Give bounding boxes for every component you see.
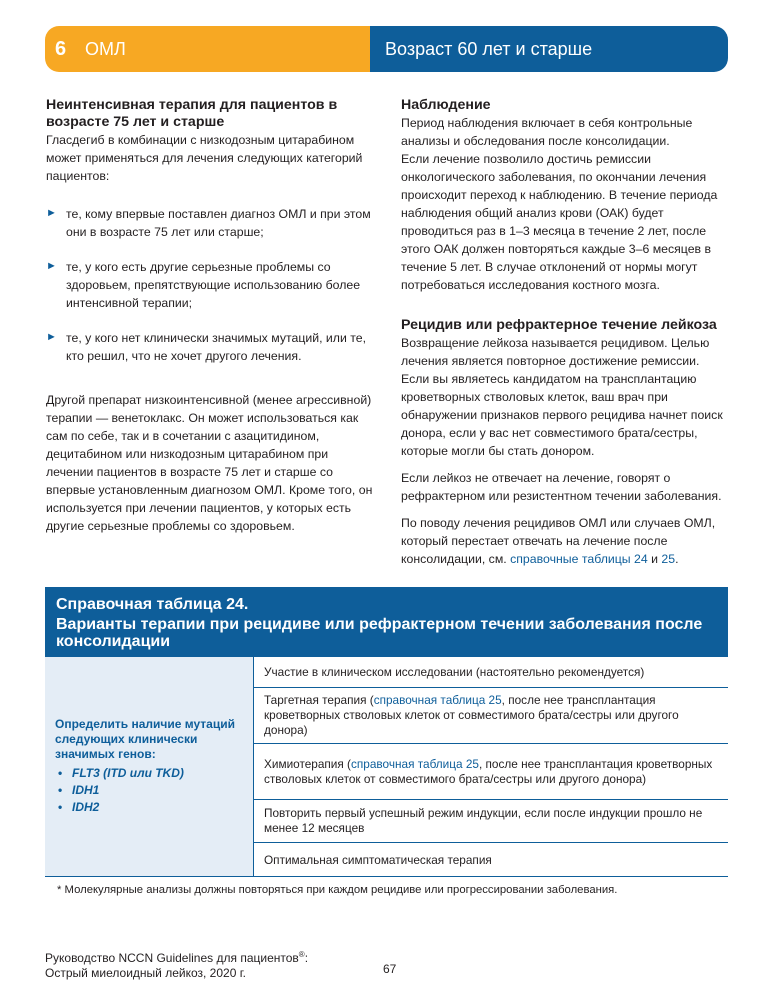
right-column xyxy=(401,97,728,568)
page-footer: Руководство NCCN Guidelines для пациентов®: Острый миелоидный лейкоз, 2020 г. xyxy=(45,950,309,980)
left-intro: Гласдегиб в комбинации с низкодозным цитарабином может применяться для лечения следующих категорий пациентов: xyxy=(46,133,363,183)
table-left-cell xyxy=(45,657,253,877)
observation-p2: Если лечение позволило достичь ремиссии онкологического заболевания, по окончании лечения происходит переход к наблюдению. В течение периода наблюдения общий анализ крови (ОАК) будет проводиться раз в 1–3 месяца в течение 2 лет, после этого ОАК должен повторяться каждые 3–6 месяцев в течение 5 лет. В случае отклонений от нормы могут потребоваться исследования костного мозга. xyxy=(401,152,718,292)
gene-item: • IDH1 xyxy=(58,783,100,797)
table-25-link[interactable]: 25 xyxy=(661,552,676,566)
table-25-link[interactable]: справочная таблица 25 xyxy=(373,693,502,707)
table-row: Повторить первый успешный режим индукции, если после индукции прошло не менее 12 месяцев xyxy=(264,806,703,835)
footer-title: Руководство NCCN Guidelines для пациентов xyxy=(45,951,299,965)
arrow-bullet-icon: ► xyxy=(46,260,57,272)
registered-mark: ® xyxy=(298,950,305,959)
relapse-p1: Возвращение лейкоза называется рецидивом. Целью лечения является повторное достижение ремиссии. Если вы являетесь кандидатом на трансплантацию кроветворных стволовых клеток, ваш врач при обнаружении признаков первого рецидива начнет поиск донора, если у вас нет совместимого брата/сестры, которые могли бы стать донором. xyxy=(401,336,723,458)
gene-list xyxy=(58,765,184,816)
arrow-bullet-icon: ► xyxy=(46,207,57,219)
left-paragraph: Другой препарат низкоинтенсивной (менее агрессивной) терапии — венетоклакс. Он может использоваться как сам по себе, так и в сочетании с азацитидином, децитабином или низкодозным цитарабином при лечении пациентов в возрасте 75 лет и старше со впервые установленным диагнозом ОМЛ. Кроме того, он используется при лечении пациентов, у которых есть другие серьезные проблемы со здоровьем. xyxy=(46,393,373,533)
chapter-number: 6 xyxy=(55,37,67,60)
table-row: Химиотерапия (справочная таблица 25, после нее трансплантация кроветворных стволовых клеток от совместимого брата/сестры или другого донора) xyxy=(264,756,713,786)
left-column xyxy=(46,97,376,535)
relapse-p2: Если лейкоз не отвечает на лечение, говорят о рефрактерном или резистентном течении заболевания. xyxy=(401,471,722,503)
table-row: Таргетная терапия (справочная таблица 25, после нее трансплантация кроветворных стволовых клеток от совместимого брата/сестры или другого донора) xyxy=(264,693,679,737)
footer-subtitle: Острый миелоидный лейкоз, 2020 г. xyxy=(45,966,246,980)
table-row: Оптимальная симптоматическая терапия xyxy=(264,852,492,867)
list-item: ► те, у кого нет клинически значимых мутаций, или те, кто решил, что не хочет другого лечения. xyxy=(46,329,376,365)
list-item: ► те, у кого есть другие серьезные проблемы со здоровьем, препятствующие использованию более интенсивной терапии; xyxy=(46,258,376,312)
gene-item: • FLT3 (ITD или TKD) xyxy=(58,766,184,780)
section-title: Возраст 60 лет и старше xyxy=(370,26,728,72)
table-number: Справочная таблица 24. xyxy=(56,596,249,613)
arrow-bullet-icon: ► xyxy=(46,331,57,343)
mutation-label: Определить наличие мутаций следующих клинически значимых генов: xyxy=(55,717,235,761)
table-header xyxy=(45,587,728,657)
observation-heading: Наблюдение xyxy=(401,97,491,113)
table-24-link[interactable]: справочные таблицы 24 xyxy=(510,552,648,566)
table-title: Варианты терапии при рецидиве или рефрактерном течении заболевания после консолидации xyxy=(56,616,703,650)
table-row: Участие в клиническом исследовании (настоятельно рекомендуется) xyxy=(264,665,645,679)
chapter-name: ОМЛ xyxy=(85,38,126,59)
chapter-header-band xyxy=(45,26,728,72)
table-25-link[interactable]: справочная таблица 25 xyxy=(351,756,479,771)
table-bottom-border xyxy=(45,876,728,877)
relapse-heading: Рецидив или рефрактерное течение лейкоза xyxy=(401,317,717,333)
page-number: 67 xyxy=(383,962,397,976)
left-bullet-list xyxy=(46,205,376,365)
table-footnote: * Молекулярные анализы должны повторяться при каждом рецидиве или прогрессировании заболевания. xyxy=(57,884,618,896)
gene-item: • IDH2 xyxy=(58,800,100,814)
left-heading: Неинтенсивная терапия для пациентов в возрасте 75 лет и старше xyxy=(46,97,338,130)
relapse-p3: По поводу лечения рецидивов ОМЛ или случаев ОМЛ, который перестает отвечать на лечение после консолидации, см. справочные таблицы 24 и 25. xyxy=(401,516,716,566)
list-item: ► те, кому впервые поставлен диагноз ОМЛ и при этом они в возрасте 75 лет или старше; xyxy=(46,205,376,241)
observation-p1: Период наблюдения включает в себя контрольные анализы и обследования после консолидации. xyxy=(401,116,693,148)
chapter-tab xyxy=(45,26,370,72)
